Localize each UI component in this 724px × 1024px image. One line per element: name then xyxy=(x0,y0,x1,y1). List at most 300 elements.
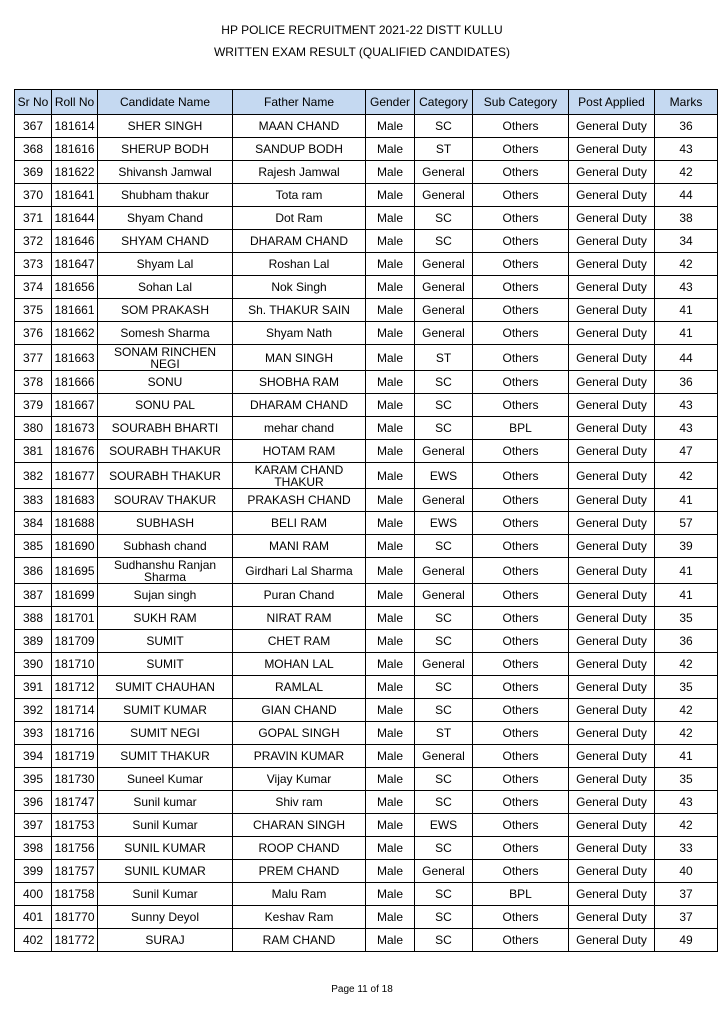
roll-no-cell: 181772 xyxy=(52,929,98,952)
roll-no-cell: 181663 xyxy=(52,345,98,371)
gender-cell: Male xyxy=(366,676,415,699)
table-row xyxy=(15,276,718,299)
marks-cell: 36 xyxy=(655,630,718,653)
table-row xyxy=(15,253,718,276)
father-name-cell: Keshav Ram xyxy=(233,906,366,929)
father-name-cell: Vijay Kumar xyxy=(233,768,366,791)
roll-no-cell: 181666 xyxy=(52,371,98,394)
category-cell: General xyxy=(415,299,473,322)
sr-no-cell: 392 xyxy=(15,699,52,722)
marks-cell: 42 xyxy=(655,161,718,184)
roll-no-cell: 181661 xyxy=(52,299,98,322)
table-row xyxy=(15,489,718,512)
sr-no-cell: 391 xyxy=(15,676,52,699)
category-cell: General xyxy=(415,489,473,512)
marks-cell: 39 xyxy=(655,535,718,558)
sub-category-cell: Others xyxy=(473,791,569,814)
post-applied-cell: General Duty xyxy=(569,535,655,558)
category-cell: General xyxy=(415,584,473,607)
gender-cell: Male xyxy=(366,699,415,722)
father-name-cell: Malu Ram xyxy=(233,883,366,906)
marks-cell: 49 xyxy=(655,929,718,952)
marks-cell: 35 xyxy=(655,607,718,630)
category-cell: EWS xyxy=(415,512,473,535)
col-header-sr-no: Sr No xyxy=(15,90,52,115)
gender-cell: Male xyxy=(366,860,415,883)
candidate-name-cell: SUMIT xyxy=(98,653,233,676)
candidate-name-cell: Sujan singh xyxy=(98,584,233,607)
sub-category-cell: BPL xyxy=(473,417,569,440)
father-name-cell: MANI RAM xyxy=(233,535,366,558)
table-row xyxy=(15,440,718,463)
post-applied-cell: General Duty xyxy=(569,299,655,322)
category-cell: SC xyxy=(415,230,473,253)
col-header-marks: Marks xyxy=(655,90,718,115)
father-name-cell: CHARAN SINGH xyxy=(233,814,366,837)
table-row xyxy=(15,207,718,230)
father-name-cell: GIAN CHAND xyxy=(233,699,366,722)
father-name-cell: PRAVIN KUMAR xyxy=(233,745,366,768)
roll-no-cell: 181662 xyxy=(52,322,98,345)
father-name-cell: Nok Singh xyxy=(233,276,366,299)
post-applied-cell: General Duty xyxy=(569,371,655,394)
sub-category-cell: Others xyxy=(473,463,569,489)
category-cell: SC xyxy=(415,837,473,860)
post-applied-cell: General Duty xyxy=(569,653,655,676)
father-name-cell: PREM CHAND xyxy=(233,860,366,883)
sr-no-cell: 398 xyxy=(15,837,52,860)
category-cell: EWS xyxy=(415,814,473,837)
roll-no-cell: 181673 xyxy=(52,417,98,440)
marks-cell: 40 xyxy=(655,860,718,883)
sub-category-cell: Others xyxy=(473,253,569,276)
post-applied-cell: General Duty xyxy=(569,512,655,535)
roll-no-cell: 181690 xyxy=(52,535,98,558)
post-applied-cell: General Duty xyxy=(569,417,655,440)
gender-cell: Male xyxy=(366,814,415,837)
candidate-name-cell: SONU xyxy=(98,371,233,394)
candidate-name-cell: SHERUP BODH xyxy=(98,138,233,161)
candidate-name-cell: Shyam Lal xyxy=(98,253,233,276)
gender-cell: Male xyxy=(366,276,415,299)
post-applied-cell: General Duty xyxy=(569,791,655,814)
category-cell: SC xyxy=(415,676,473,699)
results-table xyxy=(14,89,718,952)
candidate-name-cell: SOURABH THAKUR xyxy=(98,463,233,489)
roll-no-cell: 181616 xyxy=(52,138,98,161)
table-row xyxy=(15,768,718,791)
sub-category-cell: Others xyxy=(473,814,569,837)
category-cell: General xyxy=(415,860,473,883)
post-applied-cell: General Duty xyxy=(569,276,655,299)
post-applied-cell: General Duty xyxy=(569,768,655,791)
sub-category-cell: Others xyxy=(473,722,569,745)
post-applied-cell: General Duty xyxy=(569,906,655,929)
roll-no-cell: 181699 xyxy=(52,584,98,607)
category-cell: SC xyxy=(415,607,473,630)
sub-category-cell: Others xyxy=(473,768,569,791)
sr-no-cell: 382 xyxy=(15,463,52,489)
father-name-cell: GOPAL SINGH xyxy=(233,722,366,745)
candidate-name-cell: Shyam Chand xyxy=(98,207,233,230)
father-name-cell: Tota ram xyxy=(233,184,366,207)
marks-cell: 42 xyxy=(655,653,718,676)
category-cell: SC xyxy=(415,906,473,929)
sr-no-cell: 380 xyxy=(15,417,52,440)
father-name-cell: Rajesh Jamwal xyxy=(233,161,366,184)
category-cell: ST xyxy=(415,138,473,161)
marks-cell: 37 xyxy=(655,906,718,929)
post-applied-cell: General Duty xyxy=(569,722,655,745)
roll-no-cell: 181701 xyxy=(52,607,98,630)
sub-category-cell: Others xyxy=(473,184,569,207)
gender-cell: Male xyxy=(366,440,415,463)
roll-no-cell: 181716 xyxy=(52,722,98,745)
father-name-cell: BELI RAM xyxy=(233,512,366,535)
candidate-name-cell: Shubham thakur xyxy=(98,184,233,207)
sub-category-cell: Others xyxy=(473,929,569,952)
col-header-roll-no: Roll No xyxy=(52,90,98,115)
marks-cell: 41 xyxy=(655,489,718,512)
gender-cell: Male xyxy=(366,906,415,929)
category-cell: EWS xyxy=(415,463,473,489)
post-applied-cell: General Duty xyxy=(569,463,655,489)
roll-no-cell: 181641 xyxy=(52,184,98,207)
candidate-name-cell: Suneel Kumar xyxy=(98,768,233,791)
sr-no-cell: 374 xyxy=(15,276,52,299)
roll-no-cell: 181622 xyxy=(52,161,98,184)
candidate-name-cell: SUBHASH xyxy=(98,512,233,535)
candidate-name-cell: SUMIT NEGI xyxy=(98,722,233,745)
marks-cell: 42 xyxy=(655,253,718,276)
sr-no-cell: 383 xyxy=(15,489,52,512)
sr-no-cell: 375 xyxy=(15,299,52,322)
category-cell: General xyxy=(415,322,473,345)
post-applied-cell: General Duty xyxy=(569,115,655,138)
roll-no-cell: 181712 xyxy=(52,676,98,699)
gender-cell: Male xyxy=(366,345,415,371)
marks-cell: 44 xyxy=(655,184,718,207)
col-header-father-name: Father Name xyxy=(233,90,366,115)
father-name-cell: ROOP CHAND xyxy=(233,837,366,860)
gender-cell: Male xyxy=(366,929,415,952)
sr-no-cell: 390 xyxy=(15,653,52,676)
post-applied-cell: General Duty xyxy=(569,630,655,653)
gender-cell: Male xyxy=(366,322,415,345)
sr-no-cell: 370 xyxy=(15,184,52,207)
candidate-name-cell: SOM PRAKASH xyxy=(98,299,233,322)
category-cell: General xyxy=(415,558,473,584)
table-row xyxy=(15,512,718,535)
post-applied-cell: General Duty xyxy=(569,230,655,253)
gender-cell: Male xyxy=(366,535,415,558)
sr-no-cell: 388 xyxy=(15,607,52,630)
table-row xyxy=(15,607,718,630)
gender-cell: Male xyxy=(366,630,415,653)
sub-category-cell: Others xyxy=(473,653,569,676)
candidate-name-cell: Subhash chand xyxy=(98,535,233,558)
marks-cell: 42 xyxy=(655,814,718,837)
post-applied-cell: General Duty xyxy=(569,207,655,230)
page-number: Page 11 of 18 xyxy=(331,984,393,995)
sub-category-cell: Others xyxy=(473,299,569,322)
candidate-name-cell: SHER SINGH xyxy=(98,115,233,138)
father-name-cell: PRAKASH CHAND xyxy=(233,489,366,512)
sub-category-cell: Others xyxy=(473,138,569,161)
table-row xyxy=(15,860,718,883)
gender-cell: Male xyxy=(366,653,415,676)
category-cell: ST xyxy=(415,345,473,371)
gender-cell: Male xyxy=(366,299,415,322)
gender-cell: Male xyxy=(366,115,415,138)
category-cell: General xyxy=(415,745,473,768)
marks-cell: 37 xyxy=(655,883,718,906)
father-name-cell: Sh. THAKUR SAIN xyxy=(233,299,366,322)
candidate-name-cell: SOURABH THAKUR xyxy=(98,440,233,463)
marks-cell: 43 xyxy=(655,417,718,440)
category-cell: SC xyxy=(415,791,473,814)
roll-no-cell: 181753 xyxy=(52,814,98,837)
gender-cell: Male xyxy=(366,417,415,440)
sub-category-cell: Others xyxy=(473,115,569,138)
table-row xyxy=(15,535,718,558)
category-cell: ST xyxy=(415,722,473,745)
table-row xyxy=(15,417,718,440)
candidate-name-cell: Shivansh Jamwal xyxy=(98,161,233,184)
sub-category-cell: Others xyxy=(473,230,569,253)
gender-cell: Male xyxy=(366,161,415,184)
sub-category-cell: Others xyxy=(473,161,569,184)
marks-cell: 43 xyxy=(655,394,718,417)
father-name-cell: DHARAM CHAND xyxy=(233,230,366,253)
table-row xyxy=(15,814,718,837)
table-row xyxy=(15,558,718,584)
sr-no-cell: 371 xyxy=(15,207,52,230)
candidate-name-cell: Sudhanshu Ranjan Sharma xyxy=(98,558,233,584)
sr-no-cell: 386 xyxy=(15,558,52,584)
marks-cell: 41 xyxy=(655,558,718,584)
father-name-cell: SANDUP BODH xyxy=(233,138,366,161)
father-name-cell: HOTAM RAM xyxy=(233,440,366,463)
post-applied-cell: General Duty xyxy=(569,745,655,768)
post-applied-cell: General Duty xyxy=(569,489,655,512)
sub-category-cell: Others xyxy=(473,440,569,463)
table-row xyxy=(15,322,718,345)
post-applied-cell: General Duty xyxy=(569,929,655,952)
roll-no-cell: 181656 xyxy=(52,276,98,299)
marks-cell: 35 xyxy=(655,676,718,699)
sr-no-cell: 369 xyxy=(15,161,52,184)
roll-no-cell: 181730 xyxy=(52,768,98,791)
sub-category-cell: Others xyxy=(473,607,569,630)
marks-cell: 43 xyxy=(655,791,718,814)
sr-no-cell: 368 xyxy=(15,138,52,161)
father-name-cell: mehar chand xyxy=(233,417,366,440)
sr-no-cell: 373 xyxy=(15,253,52,276)
category-cell: General xyxy=(415,653,473,676)
sub-category-cell: Others xyxy=(473,322,569,345)
marks-cell: 42 xyxy=(655,722,718,745)
gender-cell: Male xyxy=(366,489,415,512)
roll-no-cell: 181614 xyxy=(52,115,98,138)
category-cell: General xyxy=(415,276,473,299)
col-header-post-applied: Post Applied xyxy=(569,90,655,115)
marks-cell: 43 xyxy=(655,276,718,299)
roll-no-cell: 181676 xyxy=(52,440,98,463)
marks-cell: 41 xyxy=(655,745,718,768)
sub-category-cell: Others xyxy=(473,489,569,512)
father-name-cell: KARAM CHAND THAKUR xyxy=(233,463,366,489)
sub-category-cell: Others xyxy=(473,276,569,299)
candidate-name-cell: Sunil Kumar xyxy=(98,883,233,906)
candidate-name-cell: SOURAV THAKUR xyxy=(98,489,233,512)
candidate-name-cell: SOURABH BHARTI xyxy=(98,417,233,440)
sub-category-cell: Others xyxy=(473,837,569,860)
table-row xyxy=(15,837,718,860)
roll-no-cell: 181647 xyxy=(52,253,98,276)
sr-no-cell: 377 xyxy=(15,345,52,371)
post-applied-cell: General Duty xyxy=(569,584,655,607)
marks-cell: 44 xyxy=(655,345,718,371)
table-row xyxy=(15,699,718,722)
candidate-name-cell: SUMIT xyxy=(98,630,233,653)
table-row xyxy=(15,906,718,929)
category-cell: SC xyxy=(415,699,473,722)
post-applied-cell: General Duty xyxy=(569,676,655,699)
marks-cell: 42 xyxy=(655,463,718,489)
post-applied-cell: General Duty xyxy=(569,161,655,184)
sr-no-cell: 400 xyxy=(15,883,52,906)
table-row xyxy=(15,929,718,952)
sr-no-cell: 394 xyxy=(15,745,52,768)
gender-cell: Male xyxy=(366,371,415,394)
candidate-name-cell: SUMIT THAKUR xyxy=(98,745,233,768)
sub-category-cell: Others xyxy=(473,745,569,768)
sr-no-cell: 399 xyxy=(15,860,52,883)
roll-no-cell: 181677 xyxy=(52,463,98,489)
candidate-name-cell: SUNIL KUMAR xyxy=(98,837,233,860)
post-applied-cell: General Duty xyxy=(569,860,655,883)
gender-cell: Male xyxy=(366,837,415,860)
table-row xyxy=(15,630,718,653)
post-applied-cell: General Duty xyxy=(569,699,655,722)
candidate-name-cell: Sunny Deyol xyxy=(98,906,233,929)
table-row xyxy=(15,722,718,745)
gender-cell: Male xyxy=(366,253,415,276)
father-name-cell: MAAN CHAND xyxy=(233,115,366,138)
table-row xyxy=(15,115,718,138)
table-row xyxy=(15,676,718,699)
sub-category-cell: Others xyxy=(473,535,569,558)
gender-cell: Male xyxy=(366,745,415,768)
col-header-gender: Gender xyxy=(366,90,415,115)
table-row xyxy=(15,299,718,322)
category-cell: SC xyxy=(415,883,473,906)
sub-category-cell: Others xyxy=(473,676,569,699)
col-header-sub-category: Sub Category xyxy=(473,90,569,115)
marks-cell: 41 xyxy=(655,584,718,607)
gender-cell: Male xyxy=(366,138,415,161)
marks-cell: 57 xyxy=(655,512,718,535)
roll-no-cell: 181719 xyxy=(52,745,98,768)
table-row xyxy=(15,463,718,489)
table-header-row xyxy=(15,90,718,115)
gender-cell: Male xyxy=(366,791,415,814)
sr-no-cell: 401 xyxy=(15,906,52,929)
sr-no-cell: 381 xyxy=(15,440,52,463)
document-title: HP POLICE RECRUITMENT 2021-22 DISTT KULLU xyxy=(221,23,503,37)
sub-category-cell: Others xyxy=(473,699,569,722)
sub-category-cell: Others xyxy=(473,512,569,535)
sr-no-cell: 384 xyxy=(15,512,52,535)
table-row xyxy=(15,138,718,161)
sub-category-cell: Others xyxy=(473,371,569,394)
sr-no-cell: 402 xyxy=(15,929,52,952)
category-cell: General xyxy=(415,184,473,207)
roll-no-cell: 181714 xyxy=(52,699,98,722)
father-name-cell: CHET RAM xyxy=(233,630,366,653)
category-cell: SC xyxy=(415,394,473,417)
roll-no-cell: 181667 xyxy=(52,394,98,417)
roll-no-cell: 181757 xyxy=(52,860,98,883)
table-row xyxy=(15,584,718,607)
table-row xyxy=(15,394,718,417)
marks-cell: 36 xyxy=(655,115,718,138)
post-applied-cell: General Duty xyxy=(569,184,655,207)
category-cell: SC xyxy=(415,115,473,138)
roll-no-cell: 181683 xyxy=(52,489,98,512)
father-name-cell: Girdhari Lal Sharma xyxy=(233,558,366,584)
post-applied-cell: General Duty xyxy=(569,558,655,584)
document-subtitle: WRITTEN EXAM RESULT (QUALIFIED CANDIDATES) xyxy=(213,45,511,59)
father-name-cell: Puran Chand xyxy=(233,584,366,607)
sr-no-cell: 379 xyxy=(15,394,52,417)
sub-category-cell: Others xyxy=(473,558,569,584)
sub-category-cell: Others xyxy=(473,630,569,653)
roll-no-cell: 181688 xyxy=(52,512,98,535)
gender-cell: Male xyxy=(366,463,415,489)
sub-category-cell: Others xyxy=(473,860,569,883)
category-cell: SC xyxy=(415,929,473,952)
marks-cell: 33 xyxy=(655,837,718,860)
post-applied-cell: General Duty xyxy=(569,814,655,837)
post-applied-cell: General Duty xyxy=(569,345,655,371)
roll-no-cell: 181756 xyxy=(52,837,98,860)
candidate-name-cell: SURAJ xyxy=(98,929,233,952)
category-cell: SC xyxy=(415,371,473,394)
sr-no-cell: 397 xyxy=(15,814,52,837)
roll-no-cell: 181695 xyxy=(52,558,98,584)
gender-cell: Male xyxy=(366,607,415,630)
sub-category-cell: Others xyxy=(473,906,569,929)
table-row xyxy=(15,345,718,371)
sr-no-cell: 389 xyxy=(15,630,52,653)
father-name-cell: MAN SINGH xyxy=(233,345,366,371)
post-applied-cell: General Duty xyxy=(569,837,655,860)
sr-no-cell: 396 xyxy=(15,791,52,814)
father-name-cell: RAMLAL xyxy=(233,676,366,699)
category-cell: SC xyxy=(415,630,473,653)
category-cell: SC xyxy=(415,535,473,558)
table-row xyxy=(15,184,718,207)
sr-no-cell: 395 xyxy=(15,768,52,791)
sr-no-cell: 378 xyxy=(15,371,52,394)
gender-cell: Male xyxy=(366,768,415,791)
father-name-cell: Shyam Nath xyxy=(233,322,366,345)
post-applied-cell: General Duty xyxy=(569,883,655,906)
father-name-cell: Dot Ram xyxy=(233,207,366,230)
candidate-name-cell: SONAM RINCHEN NEGI xyxy=(98,345,233,371)
